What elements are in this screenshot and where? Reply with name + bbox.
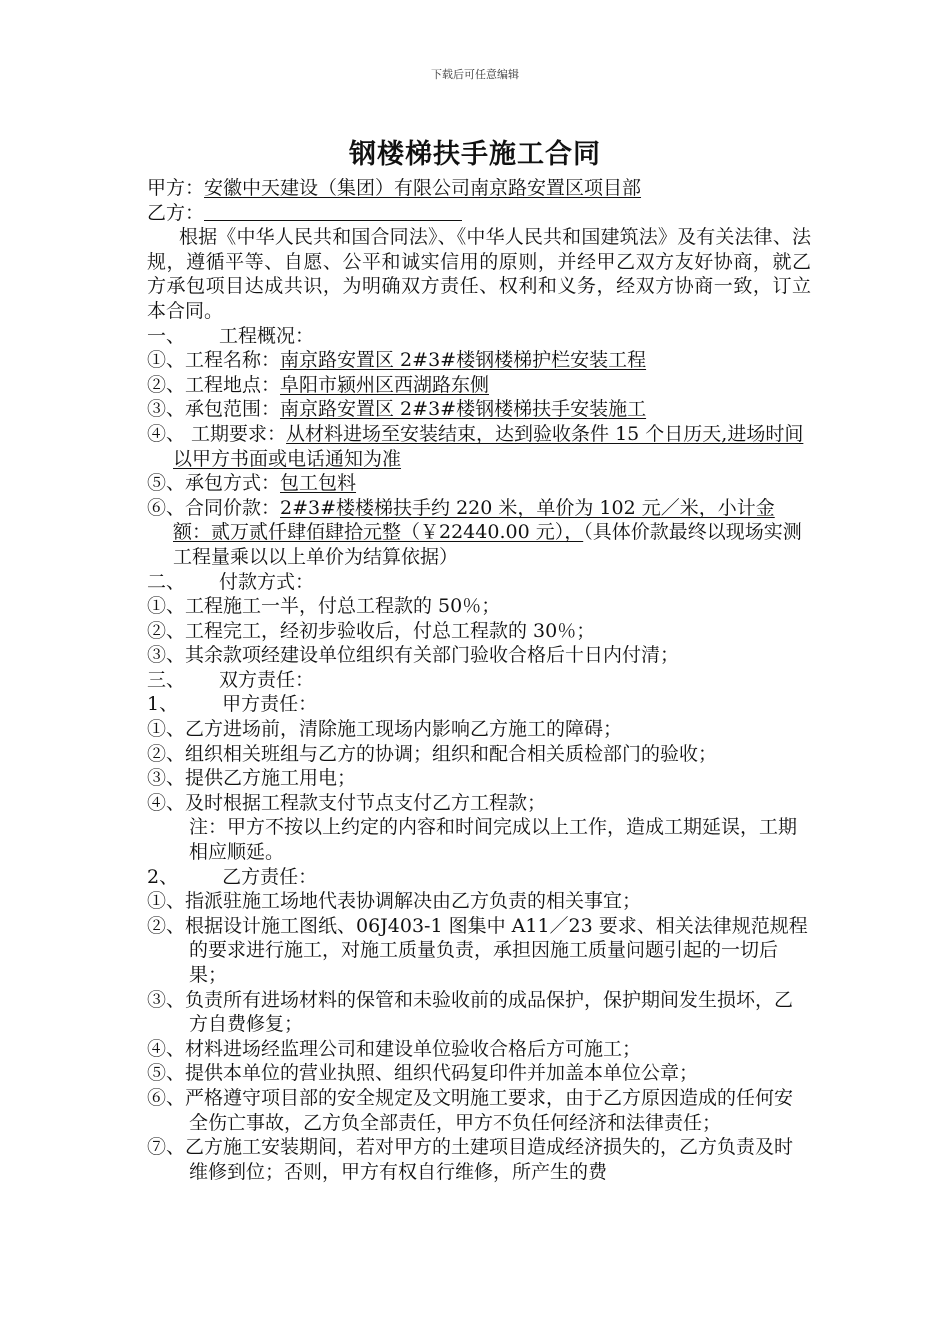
party-b-duty: ④、材料进场经监理公司和建设单位验收合格后方可施工；: [147, 1037, 642, 1060]
party-b-duties-heading: [147, 865, 811, 890]
project-name: [147, 348, 811, 373]
contract-price-value: 2#3#楼楼梯扶手约 220 米，单价为 102 元／米，小计金额：贰万贰仟肆佰肆拾元整（￥22440.00 元），: [173, 496, 775, 544]
page-title: 钢楼梯扶手施工合同: [349, 139, 601, 170]
contract-mode: [147, 471, 811, 496]
section-2-number: 二、: [147, 570, 186, 593]
party-b-duty: ③、负责所有进场材料的保管和未验收前的成品保护，保护期间发生损坏，乙方自费修复；: [147, 988, 794, 1036]
party-b-duties-number: 2、: [147, 865, 179, 888]
party-b-duty: ⑥、严格遵守项目部的安全规定及文明施工要求，由于乙方原因造成的任何安全伤亡事故，乙方负全部责任，甲方不负任何经济和法律责任；: [147, 1086, 794, 1134]
party-b-blank: [204, 202, 462, 221]
party-a-duties-title: 甲方责任：: [222, 693, 318, 716]
contract-price: [147, 496, 811, 570]
section-1-title: 工程概况：: [219, 324, 315, 347]
payment-item: ③、其余款项经建设单位组织有关部门验收合格后十日内付清；: [147, 644, 680, 667]
intro-paragraph: 根据《中华人民共和国合同法》、《中华人民共和国建筑法》及有关法律、法规，遵循平等、自愿、公平和诚实信用的原则，并经甲乙双方友好协商，就乙方承包项目达成共识，为明确双方责任、权利和义务，经双方协商一致，订立本合同。: [147, 226, 811, 322]
party-a-duties-number: 1、: [147, 693, 179, 716]
party-a-line: [147, 176, 811, 201]
schedule-requirement-label: ④、 工期要求：: [147, 422, 287, 445]
section-1-heading: [147, 324, 811, 349]
schedule-requirement: [147, 422, 811, 471]
party-a-duties-heading: [147, 692, 811, 717]
party-b-line: [147, 201, 811, 226]
party-b-duty: ①、指派驻施工场地代表协调解决由乙方负责的相关事宜；: [147, 890, 642, 913]
project-location-value: 阜阳市颍州区西湖路东侧: [280, 373, 490, 396]
payment-item: ②、工程完工，经初步验收后，付总工程款的 30％；: [147, 619, 596, 642]
party-b-duty: ⑦、乙方施工安装期间，若对甲方的土建项目造成经济损失的，乙方负责及时维修到位；否则，甲方有权自行维修，所产生的费: [147, 1136, 794, 1183]
party-a-duty: ④、及时根据工程款支付节点支付乙方工程款；: [147, 791, 547, 814]
party-a-note: 注：甲方不按以上约定的内容和时间完成以上工作，造成工期延误，工期相应顺延。: [189, 816, 798, 864]
contract-body: [147, 176, 811, 1184]
contract-mode-value: 包工包料: [280, 472, 357, 495]
section-3-title: 双方责任：: [219, 668, 315, 691]
project-location: [147, 373, 811, 398]
contract-price-note: （具体价款最终以现场实测工程量乘以以上单价为结算依据）: [173, 521, 802, 568]
party-b-duty: ⑤、提供本单位的营业执照、组织代码复印件并加盖本单位公章；: [147, 1062, 699, 1085]
header-note: 下载后可任意编辑: [431, 68, 519, 81]
payment-item: ①、工程施工一半，付总工程款的 50％；: [147, 595, 501, 618]
contract-mode-label: ⑤、承包方式：: [147, 472, 281, 495]
section-3-heading: [147, 668, 811, 693]
party-a-value: 安徽中天建设（集团）有限公司南京路安置区项目部: [204, 177, 642, 199]
schedule-requirement-value: 从材料进场至安装结束，达到验收条件 15 个日历天,进场时间以甲方书面或电话通知为准: [173, 422, 804, 470]
party-a-label: 甲方：: [147, 177, 205, 199]
party-b-duties-title: 乙方责任：: [222, 865, 318, 888]
contract-scope: [147, 397, 811, 422]
project-name-value: 南京路安置区 2#3#楼钢楼梯护栏安装工程: [280, 349, 647, 372]
project-name-label: ①、工程名称：: [147, 349, 281, 372]
contract-scope-label: ③、承包范围：: [147, 398, 281, 421]
party-b-duty: ②、根据设计施工图纸、06J403-1 图集中 A11／23 要求、相关法律规范规程的要求进行施工，对施工质量负责，承担因施工质量问题引起的一切后果；: [147, 914, 808, 986]
party-a-duty: ③、提供乙方施工用电；: [147, 767, 357, 790]
section-1-number: 一、: [147, 324, 186, 347]
contract-scope-value: 南京路安置区 2#3#楼钢楼梯扶手安装施工: [280, 398, 647, 421]
party-a-duty: ②、组织相关班组与乙方的协调；组织和配合相关质检部门的验收；: [147, 742, 718, 765]
contract-price-label: ⑥、合同价款：: [147, 496, 281, 519]
party-a-duty: ①、乙方进场前，清除施工现场内影响乙方施工的障碍；: [147, 718, 623, 741]
party-b-label: 乙方：: [147, 201, 205, 224]
section-3-number: 三、: [147, 668, 186, 691]
section-2-heading: [147, 570, 811, 595]
project-location-label: ②、工程地点：: [147, 373, 281, 396]
section-2-title: 付款方式：: [219, 570, 315, 593]
